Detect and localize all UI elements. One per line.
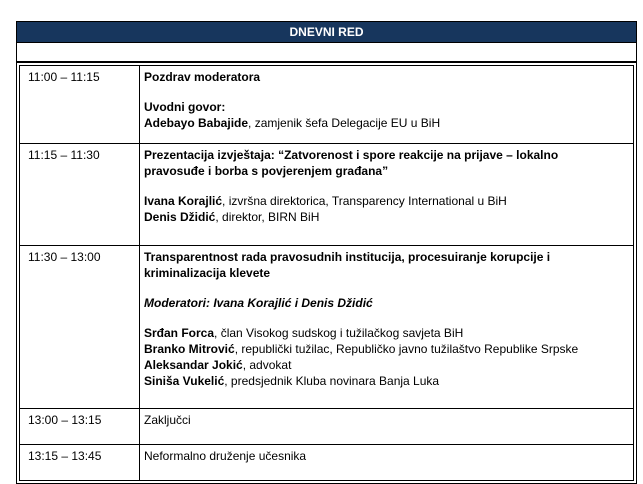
agenda-row xyxy=(20,144,633,246)
agenda-header xyxy=(16,21,637,62)
agenda-table xyxy=(16,62,637,484)
speaker xyxy=(144,115,629,131)
speaker xyxy=(144,373,629,389)
session-cell xyxy=(140,409,633,444)
session-cell xyxy=(140,445,633,480)
session-title-line: Prezentacija izvještaja: “Zatvorenost i spore reakcije na prijave – lokalno xyxy=(144,148,559,162)
speaker-name: Denis Džidić xyxy=(144,210,216,224)
speaker-role: , republički tužilac, Republičko javno tužilaštvo Republike Srpske xyxy=(234,342,579,356)
time-cell: 11:00 – 11:15 xyxy=(20,66,140,143)
speaker xyxy=(144,325,629,341)
time-cell: 13:00 – 13:15 xyxy=(20,409,140,444)
speaker-role: , direktor, BIRN BiH xyxy=(215,210,320,224)
session-cell xyxy=(140,246,633,408)
time-cell: 11:15 – 11:30 xyxy=(20,144,140,245)
session-cell xyxy=(140,66,633,143)
time-cell: 11:30 – 13:00 xyxy=(20,246,140,408)
time-cell: 13:15 – 13:45 xyxy=(20,445,140,480)
agenda-table-inner xyxy=(19,65,634,481)
agenda-row xyxy=(20,66,633,144)
speaker-name: Branko Mitrović xyxy=(144,342,235,356)
session-title: Neformalno druženje učesnika xyxy=(144,449,307,463)
agenda-row xyxy=(20,445,633,480)
speaker-name: Siniša Vukelić xyxy=(144,374,225,388)
agenda-row xyxy=(20,409,633,445)
speaker-name: Adebayo Babajide xyxy=(144,116,249,130)
speaker xyxy=(144,357,629,373)
agenda-title: DNEVNI RED xyxy=(17,22,636,42)
speaker-role: , izvršna direktorica, Transparency International u BiH xyxy=(222,194,507,208)
session-title-line: kriminalizacija klevete xyxy=(144,266,271,280)
session-cell xyxy=(140,144,633,245)
speaker-name: Ivana Korajlić xyxy=(144,194,223,208)
session-title: Pozdrav moderatora xyxy=(144,70,261,84)
speaker-name: Srđan Forca xyxy=(144,326,215,340)
speaker xyxy=(144,193,629,209)
session-subheading: Uvodni govor: xyxy=(144,100,226,114)
session-title-line: Transparentnost rada pravosudnih institucija, procesuiranje korupcije i xyxy=(144,250,551,264)
moderators-line: Moderatori: Ivana Korajlić i Denis Džidić xyxy=(144,296,373,310)
speaker-role: , advokat xyxy=(242,358,292,372)
speaker xyxy=(144,209,629,225)
agenda-row xyxy=(20,246,633,409)
header-spacer-row xyxy=(17,42,636,61)
session-title: Zaključci xyxy=(144,413,191,427)
speaker xyxy=(144,341,629,357)
speaker-role: , zamjenik šefa Delegacije EU u BiH xyxy=(248,116,441,130)
speaker-role: , predsjednik Kluba novinara Banja Luka xyxy=(224,374,440,388)
speaker-name: Aleksandar Jokić xyxy=(144,358,243,372)
speaker-role: , član Visokog sudskog i tužilačkog savjeta BiH xyxy=(214,326,464,340)
session-title-line: pravosuđe i borba s povjerenjem građana” xyxy=(144,164,389,178)
